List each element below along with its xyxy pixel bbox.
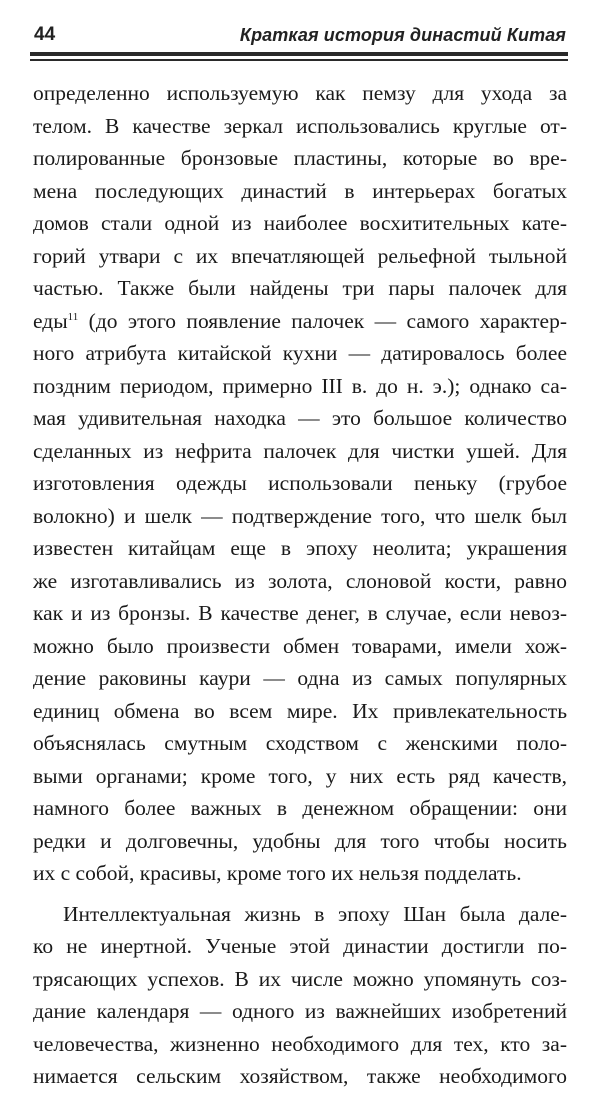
- text-line: нимается сельским хозяйством, также необходимого: [33, 1064, 567, 1088]
- text-line: как и из бронзы. В качестве денег, в случае, если невоз-: [33, 601, 567, 625]
- text-line: ного атрибута китайской кухни — датировалось более: [33, 341, 567, 365]
- text-line-with-footnote: [33, 305, 567, 338]
- text-line: мена последующих династий в интерьерах богатых: [33, 178, 567, 203]
- text-line: дание календаря — одного из важнейших изобретений: [33, 999, 567, 1023]
- text-line: трясающих успехов. В их числе можно упомянуть соз-: [33, 966, 567, 991]
- text-line: можно было произвести обмен товарами, имели хож-: [33, 633, 567, 658]
- text-line: домов стали одной из наиболее восхитительных кате-: [33, 211, 567, 235]
- header-rule-thick: [30, 52, 568, 56]
- text-line: единиц обмена во всем мире. Их привлекательность: [33, 698, 567, 723]
- text-line: сделанных из нефрита палочек для чистки ушей. Для: [33, 438, 567, 463]
- text-line: редки и долговечны, удобны для того чтобы носить: [33, 828, 567, 853]
- page-number: 44: [34, 24, 56, 45]
- text-line: ко не инертной. Ученые этой династии достигли по-: [33, 934, 567, 958]
- text-line: их с собой, красивы, кроме того их нельзя подделать.: [33, 861, 522, 885]
- text-line: мая удивительная находка — это большое количество: [33, 406, 567, 430]
- text-line: же изготавливались из золота, слоновой кости, равно: [33, 568, 567, 593]
- text-line: человечества, жизненно необходимого для тех, кто за-: [33, 1031, 567, 1056]
- text-line: определенно используемую как пемзу для ухода за: [33, 81, 567, 105]
- text-line: полированные бронзовые пластины, которые во вре-: [33, 146, 567, 170]
- running-title: Краткая история династий Китая: [239, 25, 566, 45]
- paragraph-gap: [33, 890, 567, 898]
- page-header: [22, 22, 578, 46]
- text-line: изготовления одежды использовали пеньку (грубое: [33, 471, 567, 495]
- text-fragment: еды: [33, 308, 68, 333]
- text-line: волокно) и шелк — подтверждение того, что шелк был: [33, 503, 567, 528]
- body-text: [33, 77, 567, 1093]
- text-line: горий утвари с их впечатляющей рельефной тыльной: [33, 243, 567, 268]
- text-line: намного более важных в денежном обращении: они: [33, 796, 567, 820]
- text-line: известен китайцам еще в эпоху неолита; украшения: [33, 536, 567, 560]
- header-rule-thin: [30, 59, 568, 61]
- text-line: выми органами; кроме того, у них есть ряд качеств,: [33, 763, 567, 788]
- text-fragment: (до этого появление палочек — самого характер-: [88, 308, 567, 333]
- text-line: дение раковины каури — одна из самых популярных: [33, 666, 567, 690]
- text-line: поздним периодом, примерно III в. до н. э.); однако са-: [33, 373, 567, 398]
- text-line: частью. Также были найдены три пары палочек для: [33, 276, 567, 300]
- text-line: телом. В качестве зеркал использовались круглые от-: [33, 113, 567, 138]
- text-line: объяснялась смутным сходством с женскими поло-: [33, 731, 567, 755]
- footnote-ref[interactable]: 11: [67, 310, 79, 323]
- text-line: Интеллектуальная жизнь в эпоху Шан была дале-: [63, 901, 567, 926]
